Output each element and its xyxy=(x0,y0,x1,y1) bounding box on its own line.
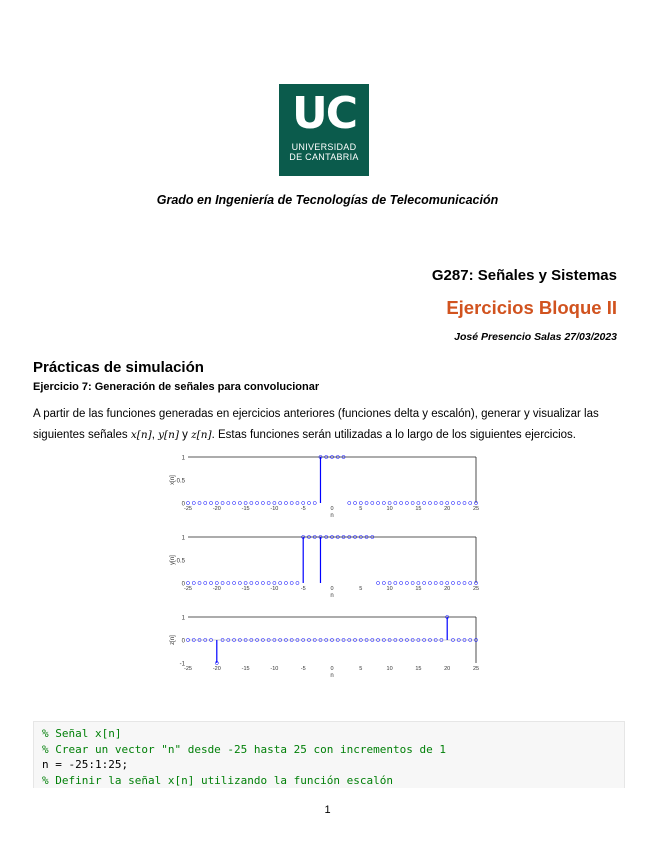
plot-2-marker xyxy=(261,581,264,584)
plot-1-ytick-label: 1 xyxy=(181,455,185,462)
plot-3-xtick-label: -15 xyxy=(241,666,250,672)
plot-2-marker xyxy=(244,581,247,584)
signal-x-label: x[n] xyxy=(130,429,152,441)
plot-3-xlabel: n xyxy=(330,673,334,679)
plot-1-marker xyxy=(446,501,449,504)
plot-2-xlabel: n xyxy=(330,593,334,599)
plot-2-marker xyxy=(227,581,230,584)
plot-1-marker xyxy=(469,501,472,504)
plot-3-xtick-label: 20 xyxy=(444,666,451,672)
plot-2-xtick-label: 5 xyxy=(359,586,363,592)
plot-1-marker xyxy=(463,501,466,504)
plot-2-marker xyxy=(215,581,218,584)
plot-3-xtick-label: -5 xyxy=(300,666,306,672)
plot-1-marker xyxy=(394,501,397,504)
plot-2-marker xyxy=(463,581,466,584)
plot-2-xtick-label: 15 xyxy=(415,586,422,592)
plot-1-marker xyxy=(186,501,189,504)
plot-3-xtick-label: -10 xyxy=(270,666,279,672)
signal-y-label: y[n] xyxy=(158,429,179,441)
plot-1-xtick-label: -25 xyxy=(184,506,192,512)
plot-1-marker xyxy=(273,501,276,504)
logo-line-1: UNIVERSIDAD xyxy=(291,142,357,152)
signal-z-label: z[n] xyxy=(191,429,212,441)
plot-2-ytick-label: 0.5 xyxy=(176,558,185,565)
plot-3-xtick-label: -20 xyxy=(212,666,221,672)
plot-2-ytick-label: 1 xyxy=(181,535,185,542)
paragraph-sep-2: y xyxy=(178,429,192,441)
description-paragraph xyxy=(33,404,623,446)
plot-1-marker xyxy=(388,501,391,504)
plot-2-xtick-label: -15 xyxy=(241,586,250,592)
plot-3-ylabel: z[n] xyxy=(170,635,176,645)
plot-2-xtick-label: -25 xyxy=(184,586,192,592)
plot-2-marker xyxy=(434,581,437,584)
plot-2-marker xyxy=(284,581,287,584)
plot-1-marker xyxy=(417,501,420,504)
plot-1-marker xyxy=(400,501,403,504)
plot-3-xtick-label: -25 xyxy=(184,666,192,672)
plot-1-xtick-label: 15 xyxy=(415,506,422,512)
plot-2-marker xyxy=(204,581,207,584)
plot-1-marker xyxy=(371,501,374,504)
plot-3-ytick-label: 1 xyxy=(181,615,185,622)
logo-line-2: DE CANTABRIA xyxy=(289,152,359,162)
plot-1-ylabel: x[n] xyxy=(170,475,176,485)
plot-2-ytick-label: 0 xyxy=(181,581,185,588)
plot-1-xtick-label: 5 xyxy=(359,506,363,512)
plot-2-xtick-label: 25 xyxy=(472,586,480,592)
plot-3-ytick-label: -1 xyxy=(179,661,185,668)
plot-2-marker xyxy=(256,581,259,584)
plot-1-xtick-label: -10 xyxy=(270,506,279,512)
plot-1-marker xyxy=(250,501,253,504)
code-line-3: n = -25:1:25; xyxy=(42,758,129,771)
plot-2-ylabel: y[n] xyxy=(170,555,176,565)
plot-1-marker xyxy=(313,501,316,504)
plot-3-xtick-label: 10 xyxy=(386,666,393,672)
plot-2-marker xyxy=(209,581,212,584)
section-title: Prácticas de simulación xyxy=(33,359,204,376)
plot-1-marker xyxy=(382,501,385,504)
plot-1-marker xyxy=(256,501,259,504)
course-title: G287: Señales y Sistemas xyxy=(431,267,617,284)
plot-1-marker xyxy=(284,501,287,504)
plot-2-marker xyxy=(290,581,293,584)
university-logo xyxy=(279,84,369,176)
plot-2-marker xyxy=(469,581,472,584)
plot-1-xtick-label: 0 xyxy=(330,506,334,512)
plot-2-marker xyxy=(388,581,391,584)
plot-1-marker xyxy=(302,501,305,504)
plot-1-marker xyxy=(348,501,351,504)
plot-3-xtick-label: 25 xyxy=(472,666,480,672)
plot-1-marker xyxy=(209,501,212,504)
stem-plots-figure xyxy=(160,449,490,689)
plot-2-marker xyxy=(221,581,224,584)
plot-3-xtick-label: 15 xyxy=(415,666,422,672)
plot-3-ytick-label: 0 xyxy=(181,638,185,645)
block-title: Ejercicios Bloque II xyxy=(446,297,617,318)
plot-1-marker xyxy=(198,501,201,504)
plot-2-marker xyxy=(394,581,397,584)
plot-2-marker xyxy=(232,581,235,584)
plot-1-xtick-label: -5 xyxy=(300,506,306,512)
code-line-4: % Definir la señal x[n] utilizando la función escalón xyxy=(42,773,393,787)
plot-1-marker xyxy=(434,501,437,504)
plot-1-marker xyxy=(290,501,293,504)
plot-1-marker xyxy=(267,501,270,504)
plot-2-marker xyxy=(400,581,403,584)
logo-acronym: UC xyxy=(291,88,357,139)
plot-2-marker xyxy=(446,581,449,584)
plot-2-marker xyxy=(457,581,460,584)
plot-2-marker xyxy=(405,581,408,584)
plot-2-xtick-label: -5 xyxy=(300,586,306,592)
plot-2-marker xyxy=(440,581,443,584)
plot-2-marker xyxy=(238,581,241,584)
plot-1-marker xyxy=(261,501,264,504)
plot-1-marker xyxy=(353,501,356,504)
plot-2-marker xyxy=(417,581,420,584)
plot-1-marker xyxy=(215,501,218,504)
plot-2-marker xyxy=(192,581,195,584)
plot-2-xtick-label: 10 xyxy=(386,586,393,592)
paragraph-text-2: . Estas funciones serán utilizadas a lo largo de los siguientes ejercicios. xyxy=(211,429,576,441)
plot-2-marker xyxy=(382,581,385,584)
code-line-2: % Crear un vector "n" desde -25 hasta 25 con incrementos de 1 xyxy=(42,742,446,756)
plot-1-marker xyxy=(238,501,241,504)
plot-2-marker xyxy=(376,581,379,584)
plot-2-marker xyxy=(198,581,201,584)
paragraph-text-1: A partir de las funciones generadas en ejercicios anteriores (funciones delta y escalón), generar y visualizar las siguientes señales xyxy=(33,408,599,441)
plot-1-ytick-label: 0 xyxy=(181,501,185,508)
plot-1-marker xyxy=(440,501,443,504)
plot-3-xtick-label: 0 xyxy=(330,666,334,672)
code-block xyxy=(33,721,625,788)
author-date: José Presencio Salas 27/03/2023 xyxy=(454,331,617,343)
plot-2-xtick-label: 0 xyxy=(330,586,334,592)
exercise-title: Ejercicio 7: Generación de señales para convolucionar xyxy=(33,381,320,393)
plot-1-marker xyxy=(376,501,379,504)
plot-1-marker xyxy=(227,501,230,504)
plot-1-marker xyxy=(359,501,362,504)
plot-2-xtick-label: 20 xyxy=(444,586,451,592)
plot-2-marker xyxy=(296,581,299,584)
plot-2-marker xyxy=(273,581,276,584)
plot-1-xtick-label: 20 xyxy=(444,506,451,512)
plot-1-xtick-label: 25 xyxy=(472,506,480,512)
page-number: 1 xyxy=(324,804,331,816)
degree-title: Grado en Ingeniería de Tecnologías de Telecomunicación xyxy=(156,193,499,207)
plot-2-xtick-label: -20 xyxy=(212,586,221,592)
plot-1-marker xyxy=(428,501,431,504)
plot-1-marker xyxy=(411,501,414,504)
plot-1-xtick-label: -15 xyxy=(241,506,250,512)
plot-1-marker xyxy=(279,501,282,504)
plot-1-marker xyxy=(365,501,368,504)
plot-1-marker xyxy=(307,501,310,504)
plot-2-marker xyxy=(411,581,414,584)
plot-2-marker xyxy=(186,581,189,584)
plot-1-xlabel: n xyxy=(330,513,334,519)
plot-3-xtick-label: 5 xyxy=(359,666,363,672)
plot-2-marker xyxy=(279,581,282,584)
code-line-1: % Señal x[n] xyxy=(42,727,122,740)
plot-1-marker xyxy=(457,501,460,504)
plot-1-marker xyxy=(296,501,299,504)
plot-1-marker xyxy=(405,501,408,504)
plot-1-marker xyxy=(204,501,207,504)
plot-2-marker xyxy=(250,581,253,584)
plot-2-marker xyxy=(267,581,270,584)
plot-2-marker xyxy=(423,581,426,584)
plot-1-xtick-label: -20 xyxy=(212,506,221,512)
plot-1-marker xyxy=(423,501,426,504)
plot-2-marker xyxy=(428,581,431,584)
plot-2-xtick-label: -10 xyxy=(270,586,279,592)
plot-1-marker xyxy=(451,501,454,504)
plot-1-xtick-label: 10 xyxy=(386,506,393,512)
plot-2-marker xyxy=(451,581,454,584)
paragraph-sep-1: , xyxy=(151,429,159,441)
plot-1-marker xyxy=(221,501,224,504)
plot-1-marker xyxy=(192,501,195,504)
plot-1-marker xyxy=(244,501,247,504)
plot-1-marker xyxy=(232,501,235,504)
plot-1-ytick-label: 0.5 xyxy=(176,478,185,485)
